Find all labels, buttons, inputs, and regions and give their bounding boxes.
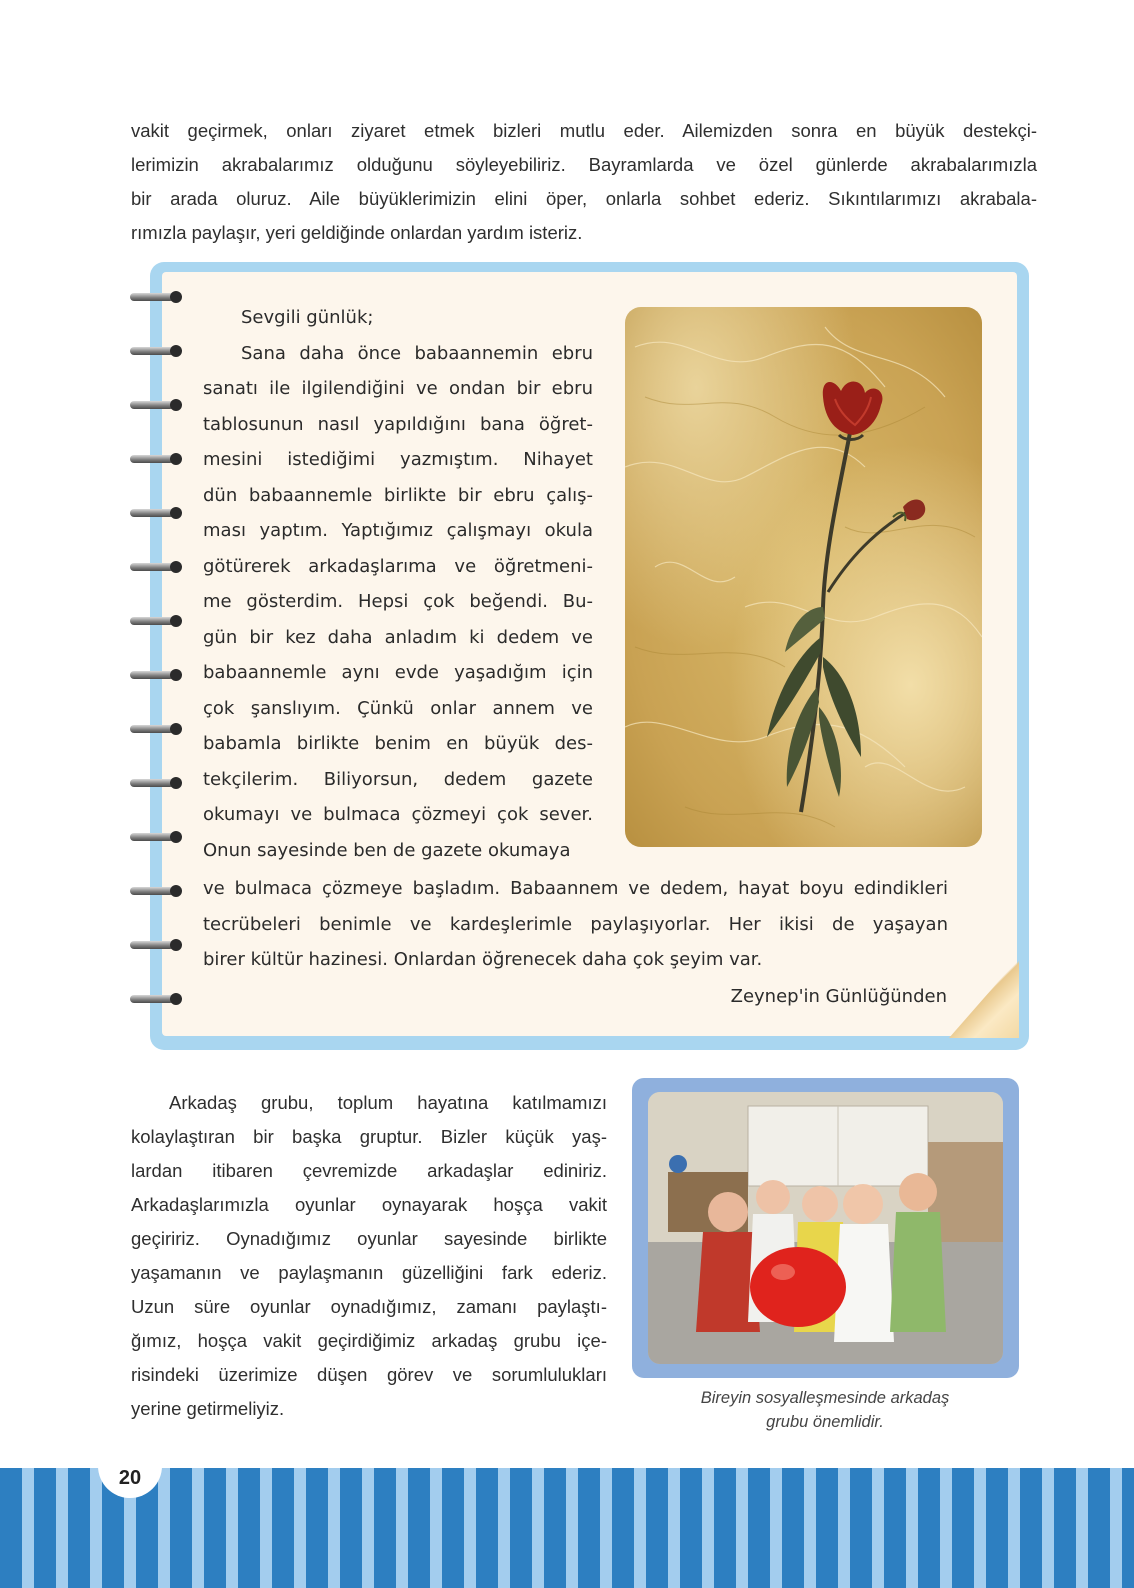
caption-line: Bireyin sosyalleşmesinde arkadaş bbox=[700, 1389, 950, 1407]
diary-line: çok şanslıyım. Çünkü onlar annem ve bbox=[203, 697, 593, 719]
spiral-ring bbox=[130, 452, 184, 466]
friends-line: ğımız, hoşça vakit geçirdiğimiz arkadaş grubu içe- bbox=[131, 1330, 607, 1351]
spiral-ring bbox=[130, 506, 184, 520]
diary-line: me gösterdim. Hepsi çok beğendi. Bu- bbox=[203, 591, 593, 612]
spiral-ring bbox=[130, 614, 184, 628]
diary-line: Onun sayesinde ben de gazete okumaya bbox=[203, 839, 571, 861]
intro-line: vakit geçirmek, onları ziyaret etmek bizleri mutlu eder. Ailemizden sonra en büyük destekçi- bbox=[131, 120, 1037, 141]
diary-signature: Zeynep'in Günlüğünden bbox=[730, 986, 947, 1007]
ebru-flower-drawing bbox=[625, 307, 982, 847]
friends-line: Uzun süre oyunlar oynadığımız, zamanı paylaştı- bbox=[131, 1296, 607, 1317]
photo-caption bbox=[640, 1386, 1010, 1434]
children-playing-photo bbox=[648, 1092, 1003, 1364]
spiral-ring bbox=[130, 884, 184, 898]
diary-line: okumayı ve bulmaca çözmeyi çok sever. bbox=[203, 804, 593, 825]
diary-line: birer kültür hazinesi. Onlardan öğrenecek daha çok şeyim var. bbox=[203, 949, 763, 970]
spiral-ring bbox=[130, 560, 184, 574]
friends-line: yaşamanın ve paylaşmanın güzelliğini fark ederiz. bbox=[131, 1262, 607, 1283]
spiral-ring bbox=[130, 992, 184, 1006]
spiral-ring bbox=[130, 938, 184, 952]
diary-line: tecrübeleri benimle ve kardeşlerimle paylaşıyorlar. Her ikisi de yaşayan bbox=[203, 913, 948, 935]
diary-line: ması yaptım. Yaptığımız çalışmayı okula bbox=[203, 520, 593, 541]
footer-stripes bbox=[0, 1468, 1134, 1588]
children-playing-illustration bbox=[648, 1092, 1003, 1364]
diary-line: dün babaannemle birlikte bir ebru çalış- bbox=[203, 484, 593, 506]
spiral-ring bbox=[130, 722, 184, 736]
diary-line: tekçilerim. Biliyorsun, dedem gazete bbox=[203, 768, 593, 790]
spiral-ring bbox=[130, 344, 184, 358]
spiral-ring bbox=[130, 776, 184, 790]
spiral-ring bbox=[130, 398, 184, 412]
friends-line: Arkadaşlarımızla oyunlar oynayarak hoşça vakit bbox=[131, 1194, 607, 1215]
intro-line: rımızla paylaşır, yeri geldiğinde onlardan yardım isteriz. bbox=[131, 222, 583, 243]
spiral-ring bbox=[130, 668, 184, 682]
diary-entry-top bbox=[203, 300, 593, 868]
friends-line: yerine getirmeliyiz. bbox=[131, 1398, 285, 1419]
diary-line: babamla birlikte benim en büyük des- bbox=[203, 733, 593, 754]
diary-entry-bottom bbox=[203, 871, 948, 978]
diary-line: babaannemle aynı evde yaşadığım için bbox=[203, 662, 593, 683]
friends-line: geçiririz. Oynadığımız oyunlar sayesinde birlikte bbox=[131, 1228, 607, 1249]
page-curl bbox=[949, 958, 1019, 1038]
diary-line: Sana daha önce babaannemin ebru bbox=[241, 342, 593, 364]
ebru-flower-image bbox=[625, 307, 982, 847]
diary-line: sanatı ile ilgilendiğini ve ondan bir ebru bbox=[203, 378, 593, 399]
diary-line: tablosunun nasıl yapıldığını bana öğret- bbox=[203, 413, 593, 435]
diary-line: gün bir kez daha anladım ki dedem ve bbox=[203, 626, 593, 648]
intro-paragraph bbox=[131, 114, 1037, 250]
friends-line: lardan itibaren çevremizde arkadaşlar ediniriz. bbox=[131, 1160, 607, 1181]
friends-line: Arkadaş grubu, toplum hayatına katılmamızı bbox=[169, 1092, 607, 1113]
intro-line: bir arada oluruz. Aile büyüklerimizin elini öper, onlarla sohbet ederiz. Sıkıntılarımızı akrabala- bbox=[131, 188, 1037, 209]
diary-line: götürerek arkadaşlarıma ve öğretmeni- bbox=[203, 555, 593, 577]
caption-line: grubu önemlidir. bbox=[766, 1413, 884, 1431]
diary-line: mesini istediğimi yazmıştım. Nihayet bbox=[203, 449, 593, 470]
page-number: 20 bbox=[98, 1450, 162, 1498]
friends-line: risindeki üzerimize düşen görev ve sorumlulukları bbox=[131, 1364, 607, 1385]
diary-line: ve bulmaca çözmeye başladım. Babaannem ve dedem, hayat boyu edindikleri bbox=[203, 878, 948, 899]
spiral-ring bbox=[130, 290, 184, 304]
intro-line: lerimizin akrabalarımız olduğunu söyleyebiliriz. Bayramlarda ve özel günlerde akrabalarımızla bbox=[131, 154, 1037, 175]
diary-greeting: Sevgili günlük; bbox=[241, 307, 374, 328]
friends-paragraph bbox=[131, 1086, 607, 1426]
spiral-ring bbox=[130, 830, 184, 844]
friends-line: kolaylaştıran bir başka gruptur. Bizler küçük yaş- bbox=[131, 1126, 607, 1147]
